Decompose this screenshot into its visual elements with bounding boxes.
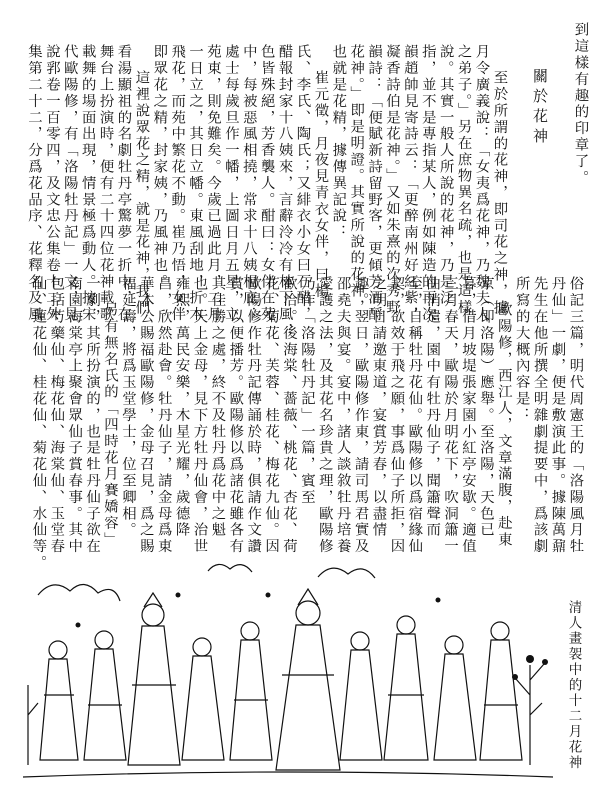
- text-column: 處士每歲旦作一幡，上圖日月五星，立: [222, 44, 239, 323]
- text-column: 舞台上扮演時，便有二十四位花神載歌: [97, 44, 114, 323]
- text-column: 另有無名氏的「四時花月賽嬌容」: [102, 302, 118, 548]
- text-column: 氏、李氏、陶氏；又緋衣小女曰石醋，: [294, 44, 311, 323]
- text-column: 指，並不是專指某人，例如陳造的再次: [419, 44, 436, 323]
- text-column: 仙、蓮花仙、桂花仙、菊花仙、水仙等。: [30, 276, 47, 572]
- flower-goddess-illustration: [18, 555, 558, 785]
- text-column: 賞，以便播芳。歐陽修以爲諸花雖各有: [227, 276, 244, 555]
- text-column: 也就是花精，據傳異記說：: [330, 44, 347, 241]
- text-column: 也。天上金母，見下方牡丹仙會，治世: [191, 276, 208, 555]
- text-column: 趣。翌日，歐陽修作東，請司馬君實及: [352, 276, 369, 555]
- text-column: 月令廣義說：「女夷爲花神，乃魏夫人: [473, 44, 490, 323]
- section-title: 關於花神: [531, 68, 549, 148]
- text-column: 韻趙帥見寄詩云：「更醉南州好紅紫，: [401, 44, 418, 323]
- text-column: 歐陽修，西江人，文章滿腹，赴東: [495, 302, 512, 548]
- text-column: 集第二十二，分爲花品序、花釋名及風: [26, 44, 42, 323]
- text-column: 即眾花之精，封家姨，乃風神也。: [151, 44, 168, 290]
- text-column: 說。其實一般人所說的花神，乃是泛: [437, 44, 454, 307]
- text-column: 韻詩：「便賦新詩留野客，更傾芳酒酹: [366, 44, 383, 323]
- figure-caption: 清人畫袈中的十二月花神: [565, 600, 582, 771]
- text-column: 中，每被惡風相撓，常求十八姨相庇；: [240, 44, 257, 323]
- intro-line: 到這樣有趣的印章了。: [572, 22, 589, 186]
- text-column: 契，欲效于飛之願，事爲仙子所拒，因: [388, 276, 405, 555]
- text-column: 昌，欣然赴會。牡丹仙子，請金母爲東: [155, 276, 172, 555]
- text-column: 之弟子。」另在庶物異名疏，也是這樣: [455, 44, 472, 316]
- text-column: 福延壽，將爲玉堂學士，位至卿相。: [119, 276, 136, 539]
- text-column: 京（即洛陽）應舉。至洛陽，天色已: [477, 276, 494, 539]
- text-column: 至，自稱牡丹花仙。歐陽修以爲宿緣仙: [406, 276, 423, 555]
- text-column: 說郛卷一百零四，及文忠公集卷十二外: [43, 44, 60, 323]
- text-column: 雍熙，萬民安樂，木星光耀，歲德降: [173, 276, 190, 539]
- text-column: 包括芍藥仙、梅花仙、海棠仙、玉堂春: [48, 276, 65, 555]
- text-column: 俗記三篇，明代周憲王的「洛陽風月牡: [567, 276, 584, 555]
- text-column: 邵堯夫與宴。宴中，諸人談敘牡丹培養: [334, 276, 351, 555]
- text-column: 乃作「洛陽牡丹記」一篇，賓至: [298, 276, 315, 506]
- text-column: 南園海棠亭上聚會眾仙子賞春事。其中: [66, 276, 83, 555]
- text-column: 歡洽。後海棠、薔薇、桃花、杏花、荷: [281, 276, 297, 555]
- text-column: 醋報封家十八姨來，言辭泠冷有林下風，: [276, 44, 293, 340]
- text-column: 歐陽修作牡丹記傳誦於時，俱請作文讚: [245, 276, 262, 555]
- text-column: 至於所謂的花神，即司花之神，據: [491, 70, 508, 316]
- text-column: 花神。」即是明證。其實所說的花神，: [348, 44, 365, 316]
- text-column: 崔元徵，月夜見青衣女伴，曰楊: [312, 70, 329, 300]
- text-column: 暮，借月坡堤張家園小紅亭安歇。適值: [460, 276, 476, 555]
- text-column: 凝香詩伯是花神。」又如朱熹的次秀野: [384, 44, 400, 316]
- text-column: 愛護之法，及其花名珍貴之理，歐陽修: [316, 276, 333, 555]
- text-column: 一劇，其所扮演的，也是牡丹仙子欲在: [84, 276, 101, 555]
- text-column: 曲消遣，園中有牡丹仙子，聞簫聲而: [424, 276, 441, 539]
- text-column: 一日立之，其日立幡。東風刮地，折木: [187, 44, 204, 323]
- text-column: 載舞的場面出現，情景極爲動人。按宋: [79, 44, 96, 323]
- text-column: 這裡說眾花之精，就是花神，我們: [133, 70, 150, 316]
- text-column: 所寫的大概內容是：: [513, 276, 530, 424]
- text-column: 代歐陽修，有「洛陽牡丹記」一文，見: [61, 44, 78, 323]
- text-column: 其佳勝之處，終不及牡丹爲花中之魁: [209, 276, 226, 539]
- text-column: 飛花，而苑中繁花不動。崔乃悟，女伴: [169, 44, 186, 323]
- text-column: 丹仙」一劇，便是敷演此事。據陳萬鼐: [549, 276, 566, 555]
- text-column: 先生在他所撰全明雜劇提要中，爲該劇: [531, 276, 548, 555]
- text-column: 華木公賜福歐陽修，金母召見，爲之賜: [137, 276, 154, 555]
- text-column: 看湯顯祖的名劇牡丹亭驚夢一折中，在: [115, 44, 132, 323]
- text-column: 花、菊花、芙蓉、桂花、梅花九仙。因: [263, 276, 280, 555]
- text-column: 三月春天，歐陽於月明花下，吹洞簫一: [442, 276, 459, 555]
- text-column: 之明日請邀東道，宴賞芳春，以盡情: [370, 276, 387, 539]
- text-column: 色皆殊絕，芳香襲人。酣曰：女伴在苑: [258, 44, 275, 323]
- text-column: 苑東，則免難矣。今歲已過此月，二月: [205, 44, 221, 323]
